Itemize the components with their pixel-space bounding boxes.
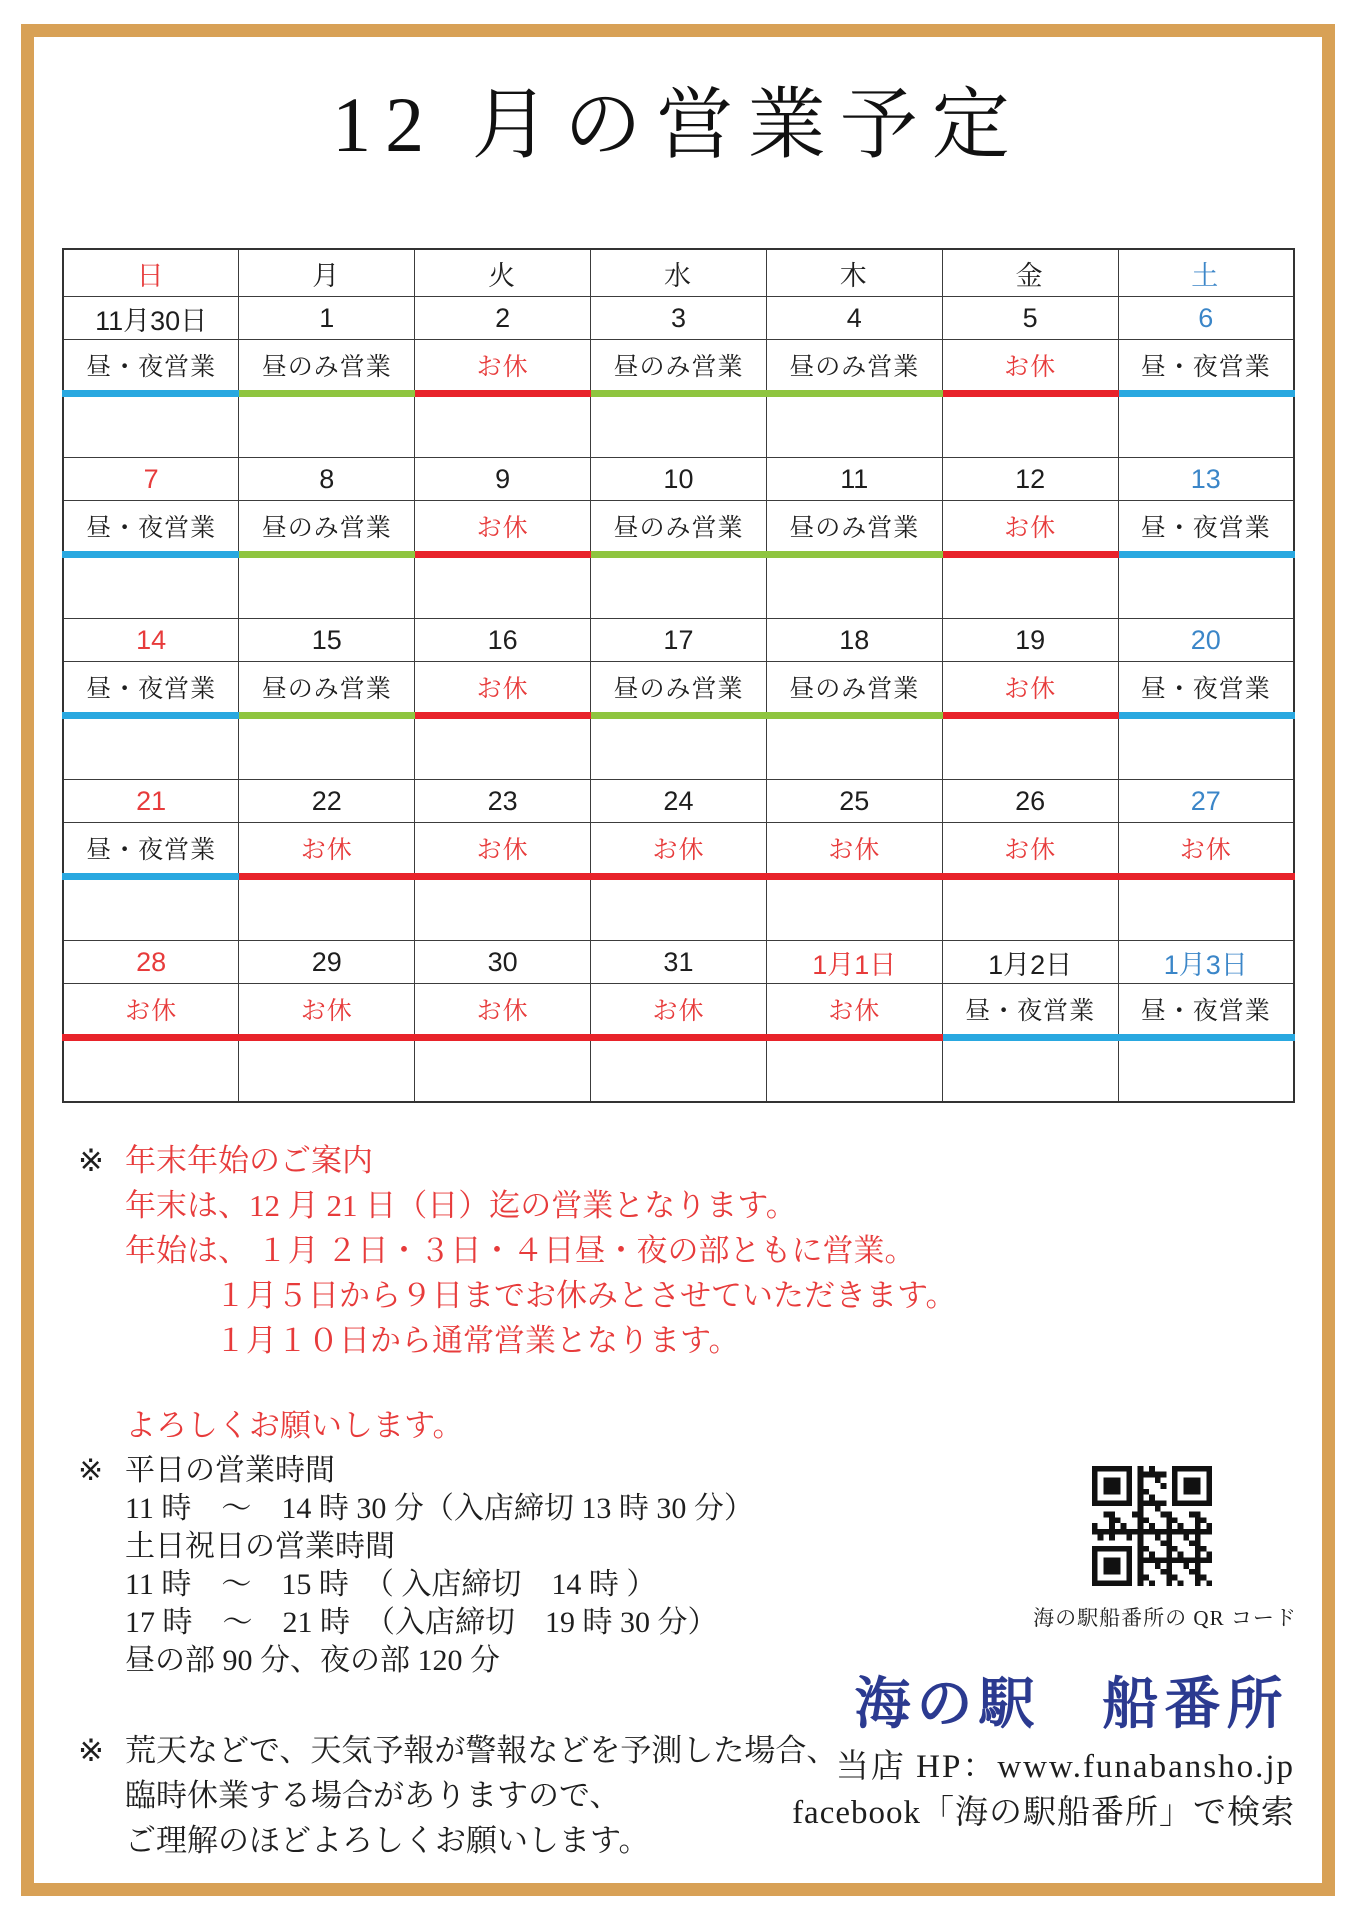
calendar-date-cell: 1月2日 (942, 941, 1118, 984)
calendar-empty-cell (766, 877, 942, 941)
calendar-date-cell: 13 (1118, 458, 1294, 501)
calendar-date-cell: 27 (1118, 780, 1294, 823)
calendar-date-cell: 1 (239, 297, 415, 340)
calendar-empty-cell (239, 1038, 415, 1103)
calendar-empty-cell (239, 394, 415, 458)
calendar-date-cell: 7 (63, 458, 239, 501)
calendar-table (62, 248, 1295, 1103)
calendar-empty-cell (239, 555, 415, 619)
calendar-empty-cell (63, 1038, 239, 1103)
calendar-status-cell: お休 (239, 984, 415, 1038)
calendar-empty-cell (1118, 394, 1294, 458)
calendar-status-cell: お休 (591, 984, 767, 1038)
note-line: 年始は、 １月 ２日・３日・４日昼・夜の部ともに営業。 (125, 1233, 916, 1268)
calendar-empty-cell (766, 1038, 942, 1103)
calendar-status-cell: お休 (415, 984, 591, 1038)
calendar-status-cell: 昼のみ営業 (766, 501, 942, 555)
calendar-date-cell: 25 (766, 780, 942, 823)
calendar-status-cell: 昼・夜営業 (63, 823, 239, 877)
calendar-date-cell: 16 (415, 619, 591, 662)
calendar-empty-cell (1118, 716, 1294, 780)
calendar-status-cell: お休 (63, 984, 239, 1038)
calendar-status-cell: お休 (415, 823, 591, 877)
calendar-status-cell: 昼のみ営業 (239, 662, 415, 716)
note-line: 臨時休業する場合がありますので、 (125, 1778, 621, 1813)
note-line: １月１０日から通常営業となります。 (215, 1323, 740, 1358)
calendar-empty-cell (415, 716, 591, 780)
calendar-date-cell: 1月3日 (1118, 941, 1294, 984)
calendar-status-cell: 昼・夜営業 (63, 662, 239, 716)
calendar-date-cell: 29 (239, 941, 415, 984)
calendar-date-cell: 24 (591, 780, 767, 823)
calendar-empty-cell (942, 555, 1118, 619)
calendar-status-cell: お休 (415, 340, 591, 394)
calendar-empty-cell (63, 877, 239, 941)
day-header: 日 (63, 249, 239, 297)
calendar-status-cell: お休 (942, 340, 1118, 394)
note-weather-heading (78, 1728, 837, 1773)
calendar-status-cell: 昼・夜営業 (942, 984, 1118, 1038)
calendar-empty-cell (63, 394, 239, 458)
calendar-status-cell: 昼のみ営業 (239, 501, 415, 555)
calendar-date-cell: 30 (415, 941, 591, 984)
calendar-status-cell: 昼のみ営業 (766, 662, 942, 716)
note-marker: ※ (78, 1733, 104, 1768)
calendar-date-cell: 6 (1118, 297, 1294, 340)
calendar-status-cell: 昼・夜営業 (1118, 340, 1294, 394)
calendar-status-cell: 昼のみ営業 (591, 340, 767, 394)
note-yearend-title: 年末年始のご案内 (125, 1143, 373, 1178)
day-header: 水 (591, 249, 767, 297)
note-marker: ※ (78, 1454, 104, 1487)
calendar-status-cell: お休 (766, 984, 942, 1038)
calendar-empty-cell (1118, 877, 1294, 941)
calendar-date-cell: 8 (239, 458, 415, 501)
calendar-date-cell: 19 (942, 619, 1118, 662)
calendar-status-cell: 昼・夜営業 (1118, 984, 1294, 1038)
calendar-empty-cell (591, 877, 767, 941)
calendar-status-cell: 昼・夜営業 (1118, 501, 1294, 555)
calendar-empty-cell (766, 394, 942, 458)
calendar-empty-cell (766, 555, 942, 619)
calendar-empty-cell (766, 716, 942, 780)
calendar-empty-cell (1118, 555, 1294, 619)
calendar-date-cell: 15 (239, 619, 415, 662)
calendar-date-cell: 11月30日 (63, 297, 239, 340)
note-line: 11 時 ～ 14 時 30 分（入店締切 13 時 30 分） (125, 1492, 754, 1525)
calendar-empty-cell (591, 1038, 767, 1103)
note-line: 年末は、12 月 21 日（日）迄の営業となります。 (125, 1188, 797, 1223)
qr-code-label: 海の駅船番所の QR コード (1033, 1606, 1297, 1630)
facebook-search-line: facebook「海の駅船番所」で検索 (792, 1795, 1295, 1831)
calendar-status-cell: 昼・夜営業 (63, 501, 239, 555)
note-line: ご理解のほどよろしくお願いします。 (125, 1823, 650, 1858)
homepage-url-line: 当店 HP：www.funabansho.jp (835, 1749, 1295, 1785)
calendar-date-cell: 31 (591, 941, 767, 984)
calendar-date-cell: 12 (942, 458, 1118, 501)
calendar-date-cell: 1月1日 (766, 941, 942, 984)
note-weather-line1: 荒天などで、天気予報が警報などを予測した場合、 (125, 1733, 838, 1768)
calendar-empty-cell (239, 716, 415, 780)
note-hours-lines (78, 1490, 754, 1680)
calendar-status-cell: お休 (1118, 823, 1294, 877)
calendar-empty-cell (591, 394, 767, 458)
note-line: 昼の部 90 分、夜の部 120 分 (125, 1644, 500, 1677)
calendar-empty-cell (942, 394, 1118, 458)
calendar-status-cell: 昼・夜営業 (63, 340, 239, 394)
note-line: 土日祝日の営業時間 (125, 1530, 395, 1563)
calendar-empty-cell (591, 555, 767, 619)
calendar-date-cell: 17 (591, 619, 767, 662)
calendar-date-cell: 22 (239, 780, 415, 823)
calendar-date-cell: 11 (766, 458, 942, 501)
day-header: 火 (415, 249, 591, 297)
calendar-date-cell: 28 (63, 941, 239, 984)
note-yearend-lines (78, 1183, 957, 1363)
calendar-date-cell: 3 (591, 297, 767, 340)
day-header: 土 (1118, 249, 1294, 297)
calendar-status-cell: 昼のみ営業 (591, 501, 767, 555)
note-line: 11 時 ～ 15 時 （ 入店締切 14 時 ） (125, 1568, 657, 1601)
calendar-status-cell: 昼のみ営業 (766, 340, 942, 394)
day-header: 金 (942, 249, 1118, 297)
note-marker: ※ (78, 1143, 104, 1178)
calendar-date-cell: 4 (766, 297, 942, 340)
note-hours-heading (78, 1452, 754, 1490)
calendar-empty-cell (63, 716, 239, 780)
calendar-empty-cell (415, 555, 591, 619)
calendar-empty-cell (415, 394, 591, 458)
calendar-empty-cell (942, 1038, 1118, 1103)
calendar-date-cell: 18 (766, 619, 942, 662)
calendar-empty-cell (415, 1038, 591, 1103)
qr-code (1092, 1466, 1212, 1586)
calendar-empty-cell (239, 877, 415, 941)
note-line: 17 時 ～ 21 時 （入店締切 19 時 30 分） (125, 1606, 718, 1639)
calendar-date-cell: 20 (1118, 619, 1294, 662)
calendar-status-cell: お休 (591, 823, 767, 877)
calendar-date-cell: 26 (942, 780, 1118, 823)
calendar-empty-cell (415, 877, 591, 941)
calendar-status-cell: 昼・夜営業 (1118, 662, 1294, 716)
note-weather (78, 1728, 837, 1863)
calendar-date-cell: 9 (415, 458, 591, 501)
day-header: 木 (766, 249, 942, 297)
calendar-empty-cell (63, 555, 239, 619)
calendar-empty-cell (942, 877, 1118, 941)
note-yearend (78, 1138, 957, 1448)
note-weather-lines (78, 1773, 837, 1863)
note-yearend-heading (78, 1138, 957, 1183)
calendar-status-cell: お休 (415, 501, 591, 555)
calendar-date-cell: 14 (63, 619, 239, 662)
calendar-status-cell: お休 (942, 823, 1118, 877)
calendar-empty-cell (942, 716, 1118, 780)
calendar-date-cell: 2 (415, 297, 591, 340)
note-hours (78, 1452, 754, 1680)
calendar-date-cell: 21 (63, 780, 239, 823)
calendar-empty-cell (1118, 1038, 1294, 1103)
page-title: 12 月の営業予定 (332, 81, 1024, 168)
note-hours-title: 平日の営業時間 (125, 1454, 335, 1487)
day-header: 月 (239, 249, 415, 297)
calendar-status-cell: お休 (415, 662, 591, 716)
calendar-empty-cell (591, 716, 767, 780)
calendar-status-cell: お休 (942, 501, 1118, 555)
calendar-status-cell: 昼のみ営業 (239, 340, 415, 394)
note-line: １月５日から９日までお休みとさせていただきます。 (215, 1278, 957, 1313)
calendar-status-cell: お休 (239, 823, 415, 877)
shop-logo: 海の駅 船番所 (854, 1672, 1289, 1735)
calendar-status-cell: お休 (942, 662, 1118, 716)
calendar-status-cell: お休 (766, 823, 942, 877)
note-yearend-closing: よろしくお願いします。 (125, 1408, 464, 1443)
calendar-status-cell: 昼のみ営業 (591, 662, 767, 716)
calendar-date-cell: 10 (591, 458, 767, 501)
calendar-date-cell: 23 (415, 780, 591, 823)
calendar-date-cell: 5 (942, 297, 1118, 340)
